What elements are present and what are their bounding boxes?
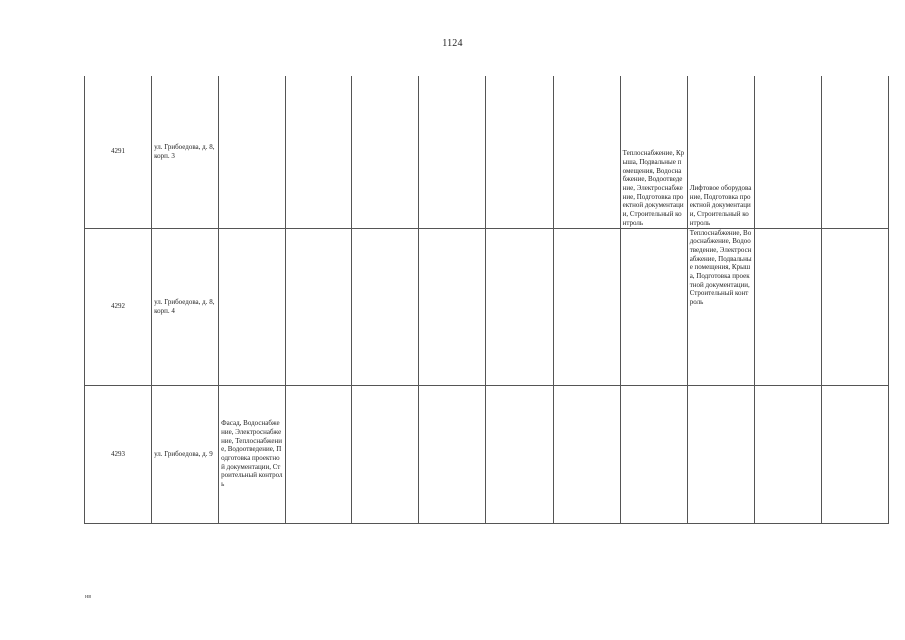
empty-cell bbox=[419, 385, 486, 523]
empty-cell bbox=[486, 76, 553, 228]
empty-cell bbox=[486, 385, 553, 523]
table-row bbox=[85, 228, 889, 385]
empty-cell bbox=[286, 76, 352, 228]
table-row bbox=[85, 385, 889, 523]
repair-schedule-table bbox=[84, 76, 889, 524]
works-cell: Теплоснабжение, Водоснабжение, Водоотведение, Электроснабжение, Подвальные помещения, Крыша, Подготовка проектной документации, Строительный контроль bbox=[687, 228, 754, 385]
empty-cell bbox=[821, 228, 888, 385]
page-number: 1124 bbox=[442, 38, 463, 49]
empty-cell bbox=[419, 228, 486, 385]
table-row bbox=[85, 76, 889, 228]
works-cell bbox=[219, 76, 286, 228]
empty-cell bbox=[352, 385, 419, 523]
row-id-cell: 4293 bbox=[85, 385, 152, 523]
works-cell bbox=[687, 385, 754, 523]
works-cell bbox=[620, 385, 687, 523]
address-cell: ул. Грибоедова, д. 8, корп. 4 bbox=[152, 228, 219, 385]
works-cell: Теплоснабжение, Крыша, Подвальные помещения, Водоснабжение, Водоотведение, Электроснабжение, Подготовка проектной документации, Строительный контроль bbox=[620, 76, 687, 228]
empty-cell bbox=[553, 385, 620, 523]
empty-cell bbox=[352, 228, 419, 385]
empty-cell bbox=[286, 385, 352, 523]
address-cell: ул. Грибоедова, д. 9 bbox=[152, 385, 219, 523]
footer-mark: нв bbox=[85, 594, 92, 600]
empty-cell bbox=[553, 76, 620, 228]
empty-cell bbox=[754, 385, 821, 523]
works-cell: Лифтовое оборудование, Подготовка проектной документации, Строительный контроль bbox=[687, 76, 754, 228]
empty-cell bbox=[754, 76, 821, 228]
empty-cell bbox=[352, 76, 419, 228]
address-cell: ул. Грибоедова, д. 8, корп. 3 bbox=[152, 76, 219, 228]
works-cell bbox=[219, 228, 286, 385]
empty-cell bbox=[286, 228, 352, 385]
row-id-cell: 4292 bbox=[85, 228, 152, 385]
empty-cell bbox=[486, 228, 553, 385]
works-cell: Фасад, Водоснабжение, Электроснабжение, Теплоснабжение, Водоотведение, Подготовка проектной документации, Строительный контроль bbox=[219, 385, 286, 523]
empty-cell bbox=[821, 385, 888, 523]
empty-cell bbox=[419, 76, 486, 228]
empty-cell bbox=[553, 228, 620, 385]
empty-cell bbox=[754, 228, 821, 385]
works-cell bbox=[620, 228, 687, 385]
row-id-cell: 4291 bbox=[85, 76, 152, 228]
empty-cell bbox=[821, 76, 888, 228]
